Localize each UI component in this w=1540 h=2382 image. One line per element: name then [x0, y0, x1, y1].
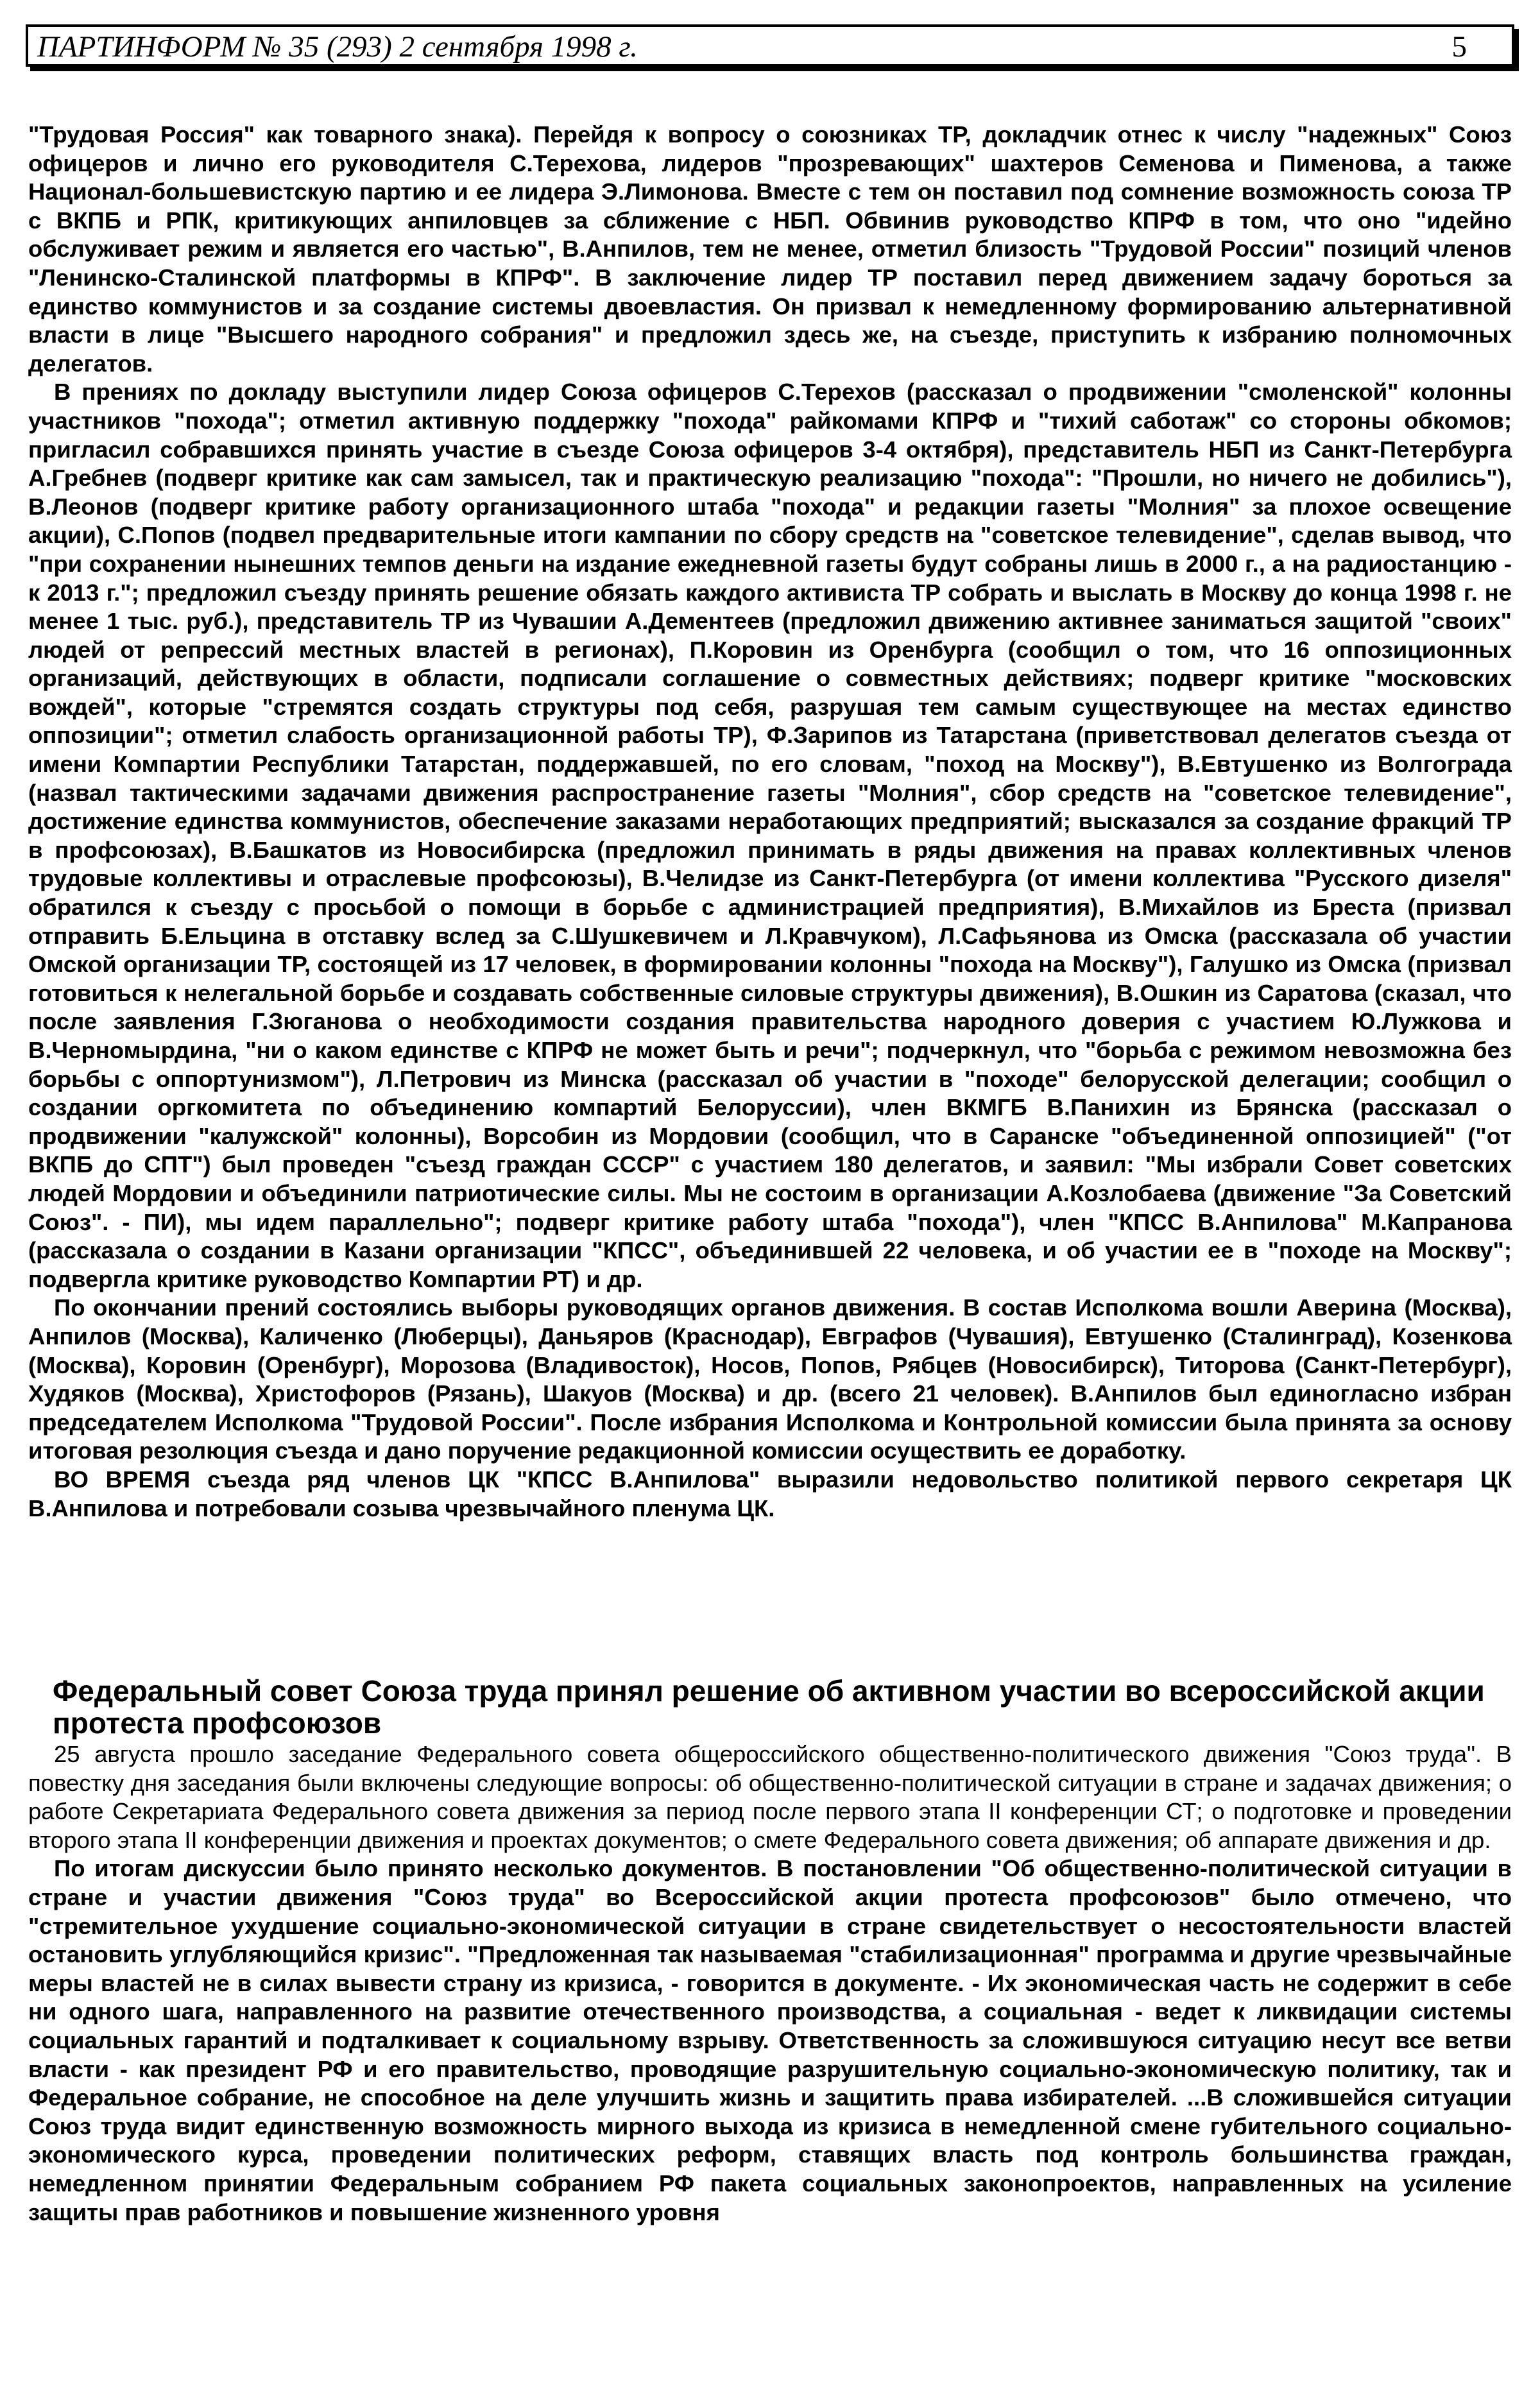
article-paragraph: В прениях по докладу выступили лидер Союза офицеров С.Терехов (рассказал о продвижении "смоленской" колонны участников "похода"; отметил активную поддержку "похода" райкомами КПРФ и "тихий саботаж" со стороны обкомов; пригласил собравшихся принять участие в съезде Союза офицеров 3-4 октября), представитель НБП из Санкт-Петербурга А.Гребнев (подверг критике как сам замысел, так и практическую реализацию "похода": "Прошли, но ничего не добились"), В.Леонов (подверг критике работу организационного штаба "похода" и редакции газеты "Молния" за плохое освещение акции), С.Попов (подвел предварительные итоги кампании по сбору средств на "советское телевидение", сделав вывод, что "при сохранении нынешних темпов деньги на издание ежедневной газеты будут собраны лишь в 2000 г., а на радиостанцию - к 2013 г."; предложил съезду принять решение обязать каждого активиста ТР собрать и выслать в Москву до конца 1998 г. не менее 1 тыс. руб.), представитель ТР из Чувашии А.Дементеев (предложил движению активнее заниматься защитой "своих" людей от репрессий местных властей в регионах), П.Коровин из Оренбурга (сообщил о том, что 16 оппозиционных организаций, действующих в области, подписали соглашение о совместных действиях; подверг критике "московских вождей", которые "стремятся создать структуры под себя, разрушая тем самым существующее на местах единство оппозиции"; отметил слабость организационной работы ТР), Ф.Зарипов из Татарстана (приветствовал делегатов съезда от имени Компартии Республики Татарстан, поддержавшей, по его словам, "поход на Москву"), В.Евтушенко из Волгограда (назвал тактическими задачами движения распространение газеты "Молния", сбор средств на "советское телевидение", достижение единства коммунистов, обеспечение заказами неработающих предприятий; высказался за создание фракций ТР в профсоюзах), В.Башкатов из Новосибирска (предложил принимать в ряды движения на правах коллективных членов трудовые коллективы и отраслевые профсоюзы), В.Челидзе из Санкт-Петербурга (от имени коллектива "Русского дизеля" обратился к съезду с просьбой о помощи в борьбе с администрацией предприятия), В.Михайлов из Бреста (призвал отправить Б.Ельцина в отставку вслед за С.Шушкевичем и Л.Кравчуком), Л.Сафьянова из Омска (рассказала об участии Омской организации ТР, состоящей из 17 человек, в формировании колонны "похода на Москву"), Галушко из Омска (призвал готовиться к нелегальной борьбе и создавать собственные силовые структуры движения), В.Ошкин из Саратова (сказал, что после заявления Г.Зюганова о необходимости создания правительства народного доверия с участием Ю.Лужкова и В.Черномырдина, "ни о каком единстве с КПРФ не может быть и речи"; подчеркнул, что "борьба с режимом невозможна без борьбы с оппортунизмом"), Л.Петрович из Минска (рассказал об участии в "походе" белорусской делегации; сообщил о создании оргкомитета по объединению компартий Белоруссии), член ВКМГБ В.Панихин из Брянска (рассказал о продвижении "калужской" колонны), Ворсобин из Мордовии (сообщил, что в Саранске "объединенной оппозицией" ("от ВКПБ до СПТ") был проведен "съезд граждан СССР" с участием 180 делегатов, и заявил: "Мы избрали Совет советских людей Мордовии и объединили патриотические силы. Мы не состоим в организации А.Козлобаева (движение "За Советский Союз". - ПИ), мы идем параллельно"; подверг критике работу штаба "похода"), член "КПСС В.Анпилова" М.Капранова (рассказала о создании в Казани организации "КПСС", объединившей 22 человека, и об участии ее в "походе на Москву"; подвергла критике руководство Компартии РТ) и др. — [28, 379, 1512, 1292]
article-heading: Федеральный совет Союза труда принял решение об активном участии во всероссийской акции протеста профсоюзов — [53, 1674, 1485, 1740]
article-paragraph: ВО ВРЕМЯ съезда ряд членов ЦК "КПСС В.Анпилова" выразили недовольство политикой первого секретаря ЦК В.Анпилова и потребовали созыва чрезвычайного пленума ЦК. — [28, 1466, 1512, 1521]
article-paragraph: 25 августа прошло заседание Федерального совета общероссийского общественно-политического движения "Союз труда". В повестку дня заседания были включены следующие вопросы: об общественно-политической ситуации в стране и задачах движения; о работе Секретариата Федерального совета движения за период после первого этапа II конференции СТ; о подготовке и проведении второго этапа II конференции движения и проектах документов; о смете Федерального совета движения; об аппарате движения и др. — [28, 1741, 1512, 1853]
page-number: 5 — [1451, 30, 1467, 64]
page-header — [26, 24, 1514, 67]
article-paragraph: По итогам дискуссии было принято несколько документов. В постановлении "Об общественно-политической ситуации в стране и участии движения "Союз труда" во Всероссийской акции протеста профсоюзов" было отмечено, что "стремительное ухудшение социально-экономической ситуации в стране свидетельствует о несостоятельности властей остановить углубляющийся кризис". "Предложенная так называемая "стабилизационная" программа и другие чрезвычайные меры властей не в силах вывести страну из кризиса, - говорится в документе. - Их экономическая часть не содержит в себе ни одного шага, направленного на развитие отечественного производства, а социальная - ведет к ликвидации системы социальных гарантий и подталкивает к социальному взрыву. Ответственность за сложившуюся ситуацию несут все ветви власти - как президент РФ и его правительство, проводящие разрушительную социально-экономическую политику, так и Федеральное собрание, не способное на деле улучшить жизнь и защитить права избирателей. ...В сложившейся ситуации Союз труда видит единственную возможность мирного выхода из кризиса в немедленной смене губительного социально-экономического курса, проведении политических реформ, ставящих власть под контроль большинства граждан, немедленном принятии Федеральным собранием РФ пакета социальных законопроектов, направленных на усиление защиты прав работников и повышение жизненного уровня — [28, 1855, 1512, 2225]
article-paragraph: По окончании прений состоялись выборы руководящих органов движения. В состав Исполкома вошли Аверина (Москва), Анпилов (Москва), Каличенко (Люберцы), Даньяров (Краснодар), Евграфов (Чувашия), Евтушенко (Сталинград), Козенкова (Москва), Коровин (Оренбург), Морозова (Владивосток), Носов, Попов, Рябцев (Новосибирск), Титорова (Санкт-Петербург), Худяков (Москва), Христофоров (Рязань), Шакуов (Москва) и др. (всего 21 человек). В.Анпилов был единогласно избран председателем Исполкома "Трудовой России". После избрания Исполкома и Контрольной комиссии была принята за основу итоговая резолюция съезда и дано поручение редакционной комиссии осуществить ее доработку. — [28, 1294, 1512, 1464]
article-paragraph: "Трудовая Россия" как товарного знака). Перейдя к вопросу о союзниках ТР, докладчик отнес к числу "надежных" Союз офицеров и лично его руководителя С.Терехова, лидеров "прозревающих" шахтеров Семенова и Пименова, а также Национал-большевистскую партию и ее лидера Э.Лимонова. Вместе с тем он поставил под сомнение возможность союза ТР с ВКПБ и РПК, критикующих анпиловцев за сближение с НБП. Обвинив руководство КПРФ в том, что оно "идейно обслуживает режим и является его частью", В.Анпилов, тем не менее, отметил близость "Трудовой России" позиций членов "Ленинско-Сталинской платформы в КПРФ". В заключение лидер ТР поставил перед движением задачу бороться за единство коммунистов и за создание системы двоевластия. Он призвал к немедленному формированию альтернативной власти в лице "Высшего народного собрания" и предложил здесь же, на съезде, приступить к избранию полномочных делегатов. — [28, 121, 1512, 377]
article-trudovaya-rossiya — [28, 121, 1512, 1523]
publication-title: ПАРТИНФОРМ № 35 (293) 2 сентября 1998 г. — [37, 30, 638, 64]
article-soyuz-truda — [28, 1740, 1512, 2227]
